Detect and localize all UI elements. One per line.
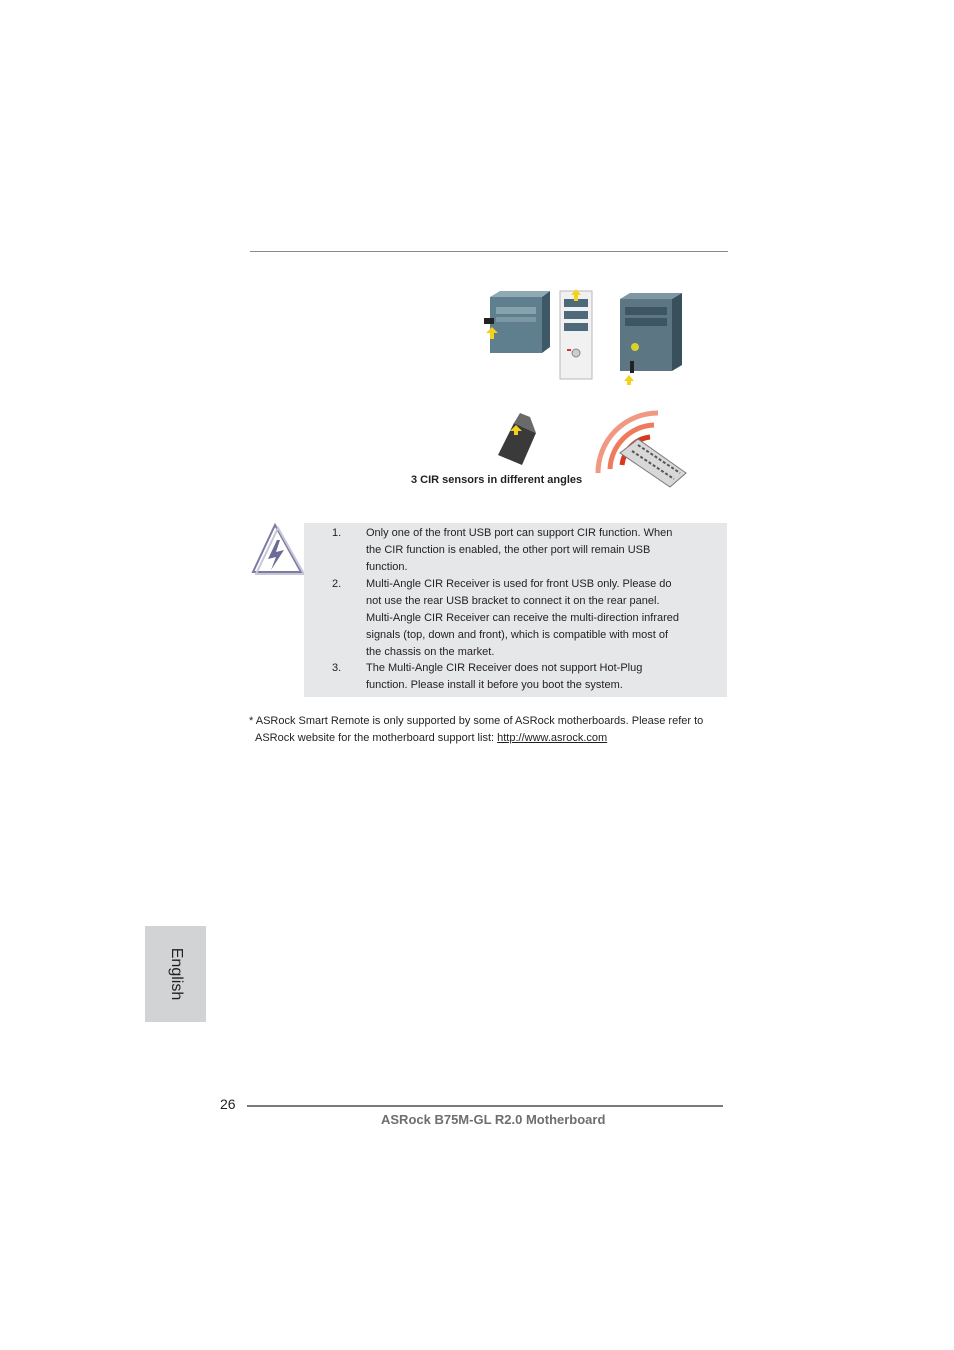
footnote-line xyxy=(249,730,729,747)
notes-box xyxy=(304,523,727,697)
asrock-website-link[interactable]: http://www.asrock.com xyxy=(497,732,608,744)
warning-triangle-icon xyxy=(249,522,305,576)
note-line: function. Please install it before you boot the system. xyxy=(366,679,623,691)
footer-title: ASRock B75M-GL R2.0 Motherboard xyxy=(381,1112,606,1127)
note-number: 2. xyxy=(332,578,342,590)
note-number: 3. xyxy=(332,662,342,674)
cir-sensor-illustration xyxy=(470,285,700,495)
note-line: function. xyxy=(366,561,408,573)
remote-control-icon xyxy=(598,413,686,487)
footnote-text: ASRock website for the motherboard support list: xyxy=(255,732,498,744)
note-line: The Multi-Angle CIR Receiver does not support Hot-Plug xyxy=(366,662,643,674)
note-line: signals (top, down and front), which is compatible with most of xyxy=(366,629,669,641)
pc-case-dark-icon xyxy=(620,293,682,385)
note-line: Multi-Angle CIR Receiver can receive the multi-direction infrared xyxy=(366,612,680,624)
note-line: the CIR function is enabled, the other port will remain USB xyxy=(366,544,651,556)
language-tab-label: English xyxy=(167,947,185,1001)
footer-rule xyxy=(247,1105,723,1107)
footnote-line: * ASRock Smart Remote is only supported by some of ASRock motherboards. Please refer to xyxy=(249,715,704,727)
pc-case-white-icon xyxy=(560,289,592,379)
note-line: Only one of the front USB port can support CIR function. When xyxy=(366,527,673,539)
footnote xyxy=(249,713,729,747)
note-number: 1. xyxy=(332,527,342,539)
page-number: 26 xyxy=(220,1096,236,1112)
usb-cir-receiver-icon xyxy=(498,413,536,465)
header-rule xyxy=(250,251,728,252)
note-line: Multi-Angle CIR Receiver is used for front USB only. Please do xyxy=(366,578,672,590)
note-line: the chassis on the market. xyxy=(366,646,495,658)
figure-caption: 3 CIR sensors in different angles xyxy=(411,474,583,486)
language-tab xyxy=(145,926,206,1022)
note-line: not use the rear USB bracket to connect it on the rear panel. xyxy=(366,595,660,607)
pc-case-front-icon xyxy=(484,291,550,353)
